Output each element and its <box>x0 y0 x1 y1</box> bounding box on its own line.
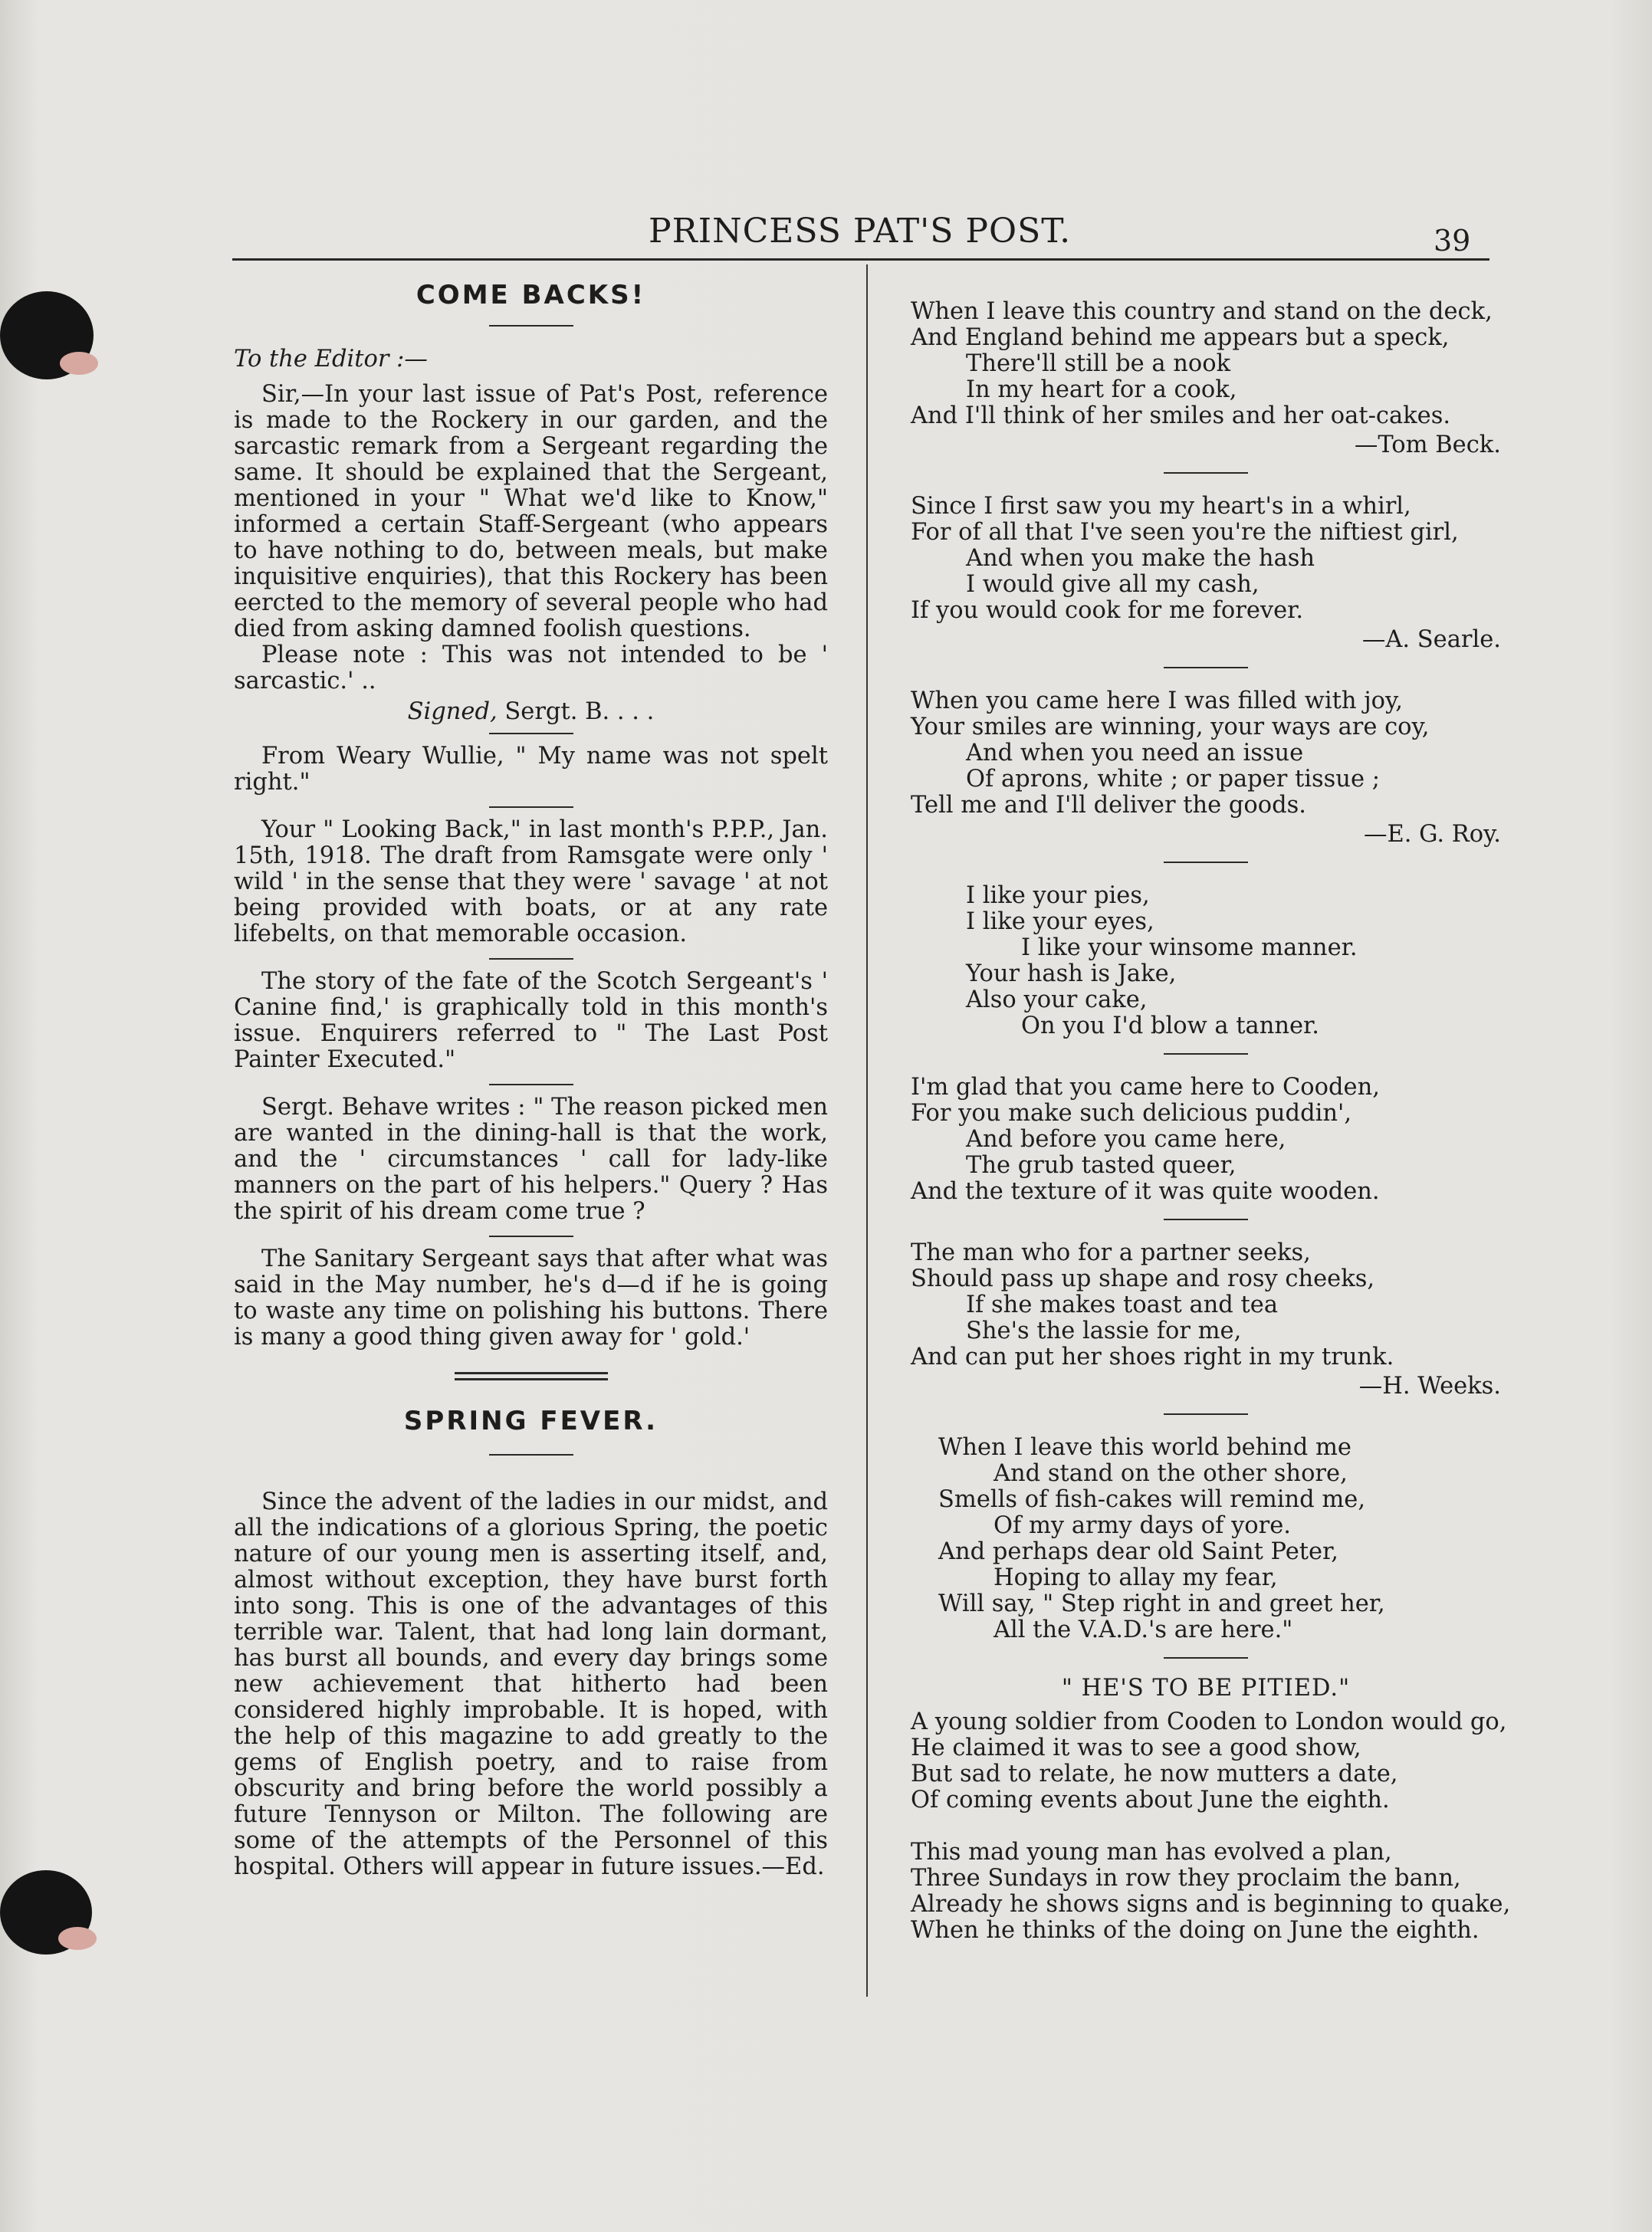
verse-line: Also your cake, <box>966 986 1148 1013</box>
page-number: 39 <box>1434 224 1471 258</box>
signed-label: Signed, <box>407 698 498 725</box>
come-backs-title: COME BACKS! <box>415 280 646 310</box>
verse-line: Should pass up shape and rosy cheeks, <box>911 1265 1375 1292</box>
letter-paragraph: Sir,—In your last issue of Pat's Post, reference is made to the Rockery in our garden, and the sarcastic remark from a Sergeant regarding the same. It should be explained that the Sergeant, mentioned in your " What we'd like to Know," informed a certain Staff-Sergeant (who appears to have nothing to do, between meals, but make inquisitive enquiries), that this Rockery has been eercted to the memory of several people who had died from asking damned foolish questions. <box>234 381 828 642</box>
poem-rule <box>1164 862 1248 863</box>
verse-line: I like your pies, <box>966 882 1150 909</box>
verse-line: Of my army days of yore. <box>993 1512 1291 1539</box>
verse-line: And England behind me appears but a speck, <box>911 324 1450 351</box>
verse-line: And the texture of it was quite wooden. <box>911 1178 1380 1205</box>
verse-line: Your hash is Jake, <box>966 960 1177 987</box>
verse-line: Three Sundays in row they proclaim the bann, <box>911 1865 1461 1892</box>
magazine-title: PRINCESS PAT'S POST. <box>649 212 1072 251</box>
poem <box>911 1435 1501 1643</box>
poem-author: —A. Searle. <box>1361 626 1501 653</box>
verse-line: I would give all my cash, <box>966 571 1260 598</box>
salutation: To the Editor :— <box>234 346 428 373</box>
verse-line: Already he shows signs and is beginning to quake, <box>911 1891 1511 1918</box>
verse-line: Hoping to allay my fear, <box>993 1564 1278 1591</box>
item-rule <box>489 806 573 808</box>
poem-author: —E. G. Roy. <box>1363 821 1501 848</box>
verse-line: If you would cook for me forever. <box>911 597 1304 624</box>
poem <box>911 883 1501 1039</box>
letter-note: Please note : This was not intended to be ' sarcastic.' .. <box>234 642 828 694</box>
title-rule <box>489 1454 573 1456</box>
verse-line: But sad to relate, he now mutters a date, <box>911 1761 1398 1787</box>
spring-fever-title: SPRING FEVER. <box>403 1406 659 1436</box>
title-rule <box>489 325 573 327</box>
verse-line: He claimed it was to see a good show, <box>911 1735 1361 1761</box>
verse-line: When I leave this country and stand on the deck, <box>911 298 1493 325</box>
poem-rule <box>1164 1053 1248 1055</box>
verse-line: And can put her shoes right in my trunk. <box>911 1344 1394 1370</box>
verse-line: For of all that I've seen you're the niftiest girl, <box>911 519 1459 546</box>
right-column <box>911 298 1511 1944</box>
verse-line: On you I'd blow a tanner. <box>1021 1013 1319 1039</box>
verse-line: Since I first saw you my heart's in a whirl, <box>911 493 1411 520</box>
verse-line: A young soldier from Cooden to London would go, <box>911 1708 1507 1735</box>
section-double-rule <box>455 1372 608 1380</box>
poem <box>911 299 1501 429</box>
verse-line: And when you make the hash <box>966 545 1315 572</box>
verse-line: If she makes toast and tea <box>966 1292 1278 1318</box>
item-rule <box>1164 1657 1248 1659</box>
poem <box>911 1075 1501 1205</box>
item-rule <box>489 958 573 960</box>
column-divider <box>866 264 868 1997</box>
looking-back-note: Your " Looking Back," in last month's P.P.P., Jan. 15th, 1918. The draft from Ramsgate were only ' wild ' in the sense that they were ' savage ' at not being provided with boats, or at any rate lifebelts, on that memorable occasion. <box>234 816 828 947</box>
verse-line: When you came here I was filled with joy, <box>911 688 1403 714</box>
poem <box>911 688 1501 819</box>
left-column <box>234 282 828 1880</box>
verse-line: The grub tasted queer, <box>966 1152 1237 1179</box>
poem-rule <box>1164 1219 1248 1220</box>
verse-line: This mad young man has evolved a plan, <box>911 1839 1392 1866</box>
verse-line: Smells of fish-cakes will remind me, <box>938 1486 1366 1513</box>
letter-signature <box>234 699 828 725</box>
item-rule <box>489 1236 573 1237</box>
poem-rule <box>1164 1413 1248 1415</box>
verse-line: In my heart for a cook, <box>966 376 1237 403</box>
scotch-sergeant-note: The story of the fate of the Scotch Sergeant's ' Canine find,' is graphically told in this month's issue. Enquirers referred to " The Last Post Painter Executed." <box>234 968 828 1073</box>
verse-line: Of coming events about June the eighth. <box>911 1787 1390 1814</box>
poems-list <box>911 299 1501 1643</box>
header-rule <box>232 258 1489 261</box>
poem-author: —H. Weeks. <box>1358 1373 1501 1400</box>
poem-rule <box>1164 472 1248 474</box>
poem <box>911 494 1501 624</box>
sanitary-note: The Sanitary Sergeant says that after what was said in the May number, he's d—d if he is going to waste any time on polishing his buttons. There is many a good thing given away for ' gold.' <box>234 1246 828 1351</box>
behave-note: Sergt. Behave writes : " The reason picked men are wanted in the dining-hall is that the work, and the ' circumstances ' call for lady-like manners on the part of his helpers." Query ? Has the spirit of his dream come true ? <box>234 1094 828 1225</box>
poem-rule <box>1164 667 1248 668</box>
verse-line: She's the lassie for me, <box>966 1318 1242 1344</box>
verse-line: The man who for a partner seeks, <box>911 1239 1311 1266</box>
signed-name: Sergt. B. . . . <box>504 698 655 725</box>
verse-line: And before you came here, <box>966 1126 1286 1153</box>
item-rule <box>489 733 573 734</box>
wullie-note: From Weary Wullie, " My name was not spelt right." <box>234 743 828 796</box>
verse-line: When I leave this world behind me <box>938 1434 1351 1461</box>
spring-fever-body: Since the advent of the ladies in our midst, and all the indications of a glorious Spring, the poetic nature of our young men is asserting itself, and, almost without exception, they have burst forth into song. This is one of the advantages of this terrible war. Talent, that had long lain dormant, has burst all bounds, and every day brings some new achievement that hitherto had been considered highly improbable. It is hoped, with the help of this magazine to add greatly to the gems of English poetry, and to raise from obscurity and bring before the world possibly a future Tennyson or Milton. The following are some of the attempts of the Personnel of this hospital. Others will appear in future issues.—Ed. <box>234 1489 828 1880</box>
verse-line: Your smiles are winning, your ways are coy, <box>911 714 1430 740</box>
verse-line: I like your winsome manner. <box>1021 934 1358 961</box>
verse-line: For you make such delicious puddin', <box>911 1100 1352 1127</box>
verse-line: All the V.A.D.'s are here." <box>993 1617 1293 1643</box>
verse-line: I'm glad that you came here to Cooden, <box>911 1074 1380 1101</box>
pitied-title: " HE'S TO BE PITIED." <box>1061 1675 1351 1702</box>
verse-line: And I'll think of her smiles and her oat-cakes. <box>911 402 1451 429</box>
verse-line: And stand on the other shore, <box>993 1460 1348 1487</box>
binding-hole-bottom <box>0 1870 92 1955</box>
verse-line: Will say, " Step right in and greet her, <box>938 1590 1385 1617</box>
pitied-stanza-2 <box>911 1839 1511 1944</box>
verse-line: When he thinks of the doing on June the eighth. <box>911 1917 1480 1944</box>
poem <box>911 1240 1501 1370</box>
pitied-stanza-1 <box>911 1708 1507 1814</box>
verse-line: Tell me and I'll deliver the goods. <box>911 792 1306 819</box>
verse-line: And when you need an issue <box>966 740 1304 766</box>
poem-author: —Tom Beck. <box>1354 432 1501 458</box>
verse-line: There'll still be a nook <box>966 350 1231 377</box>
verse-line: Of aprons, white ; or paper tissue ; <box>966 766 1380 793</box>
binding-hole-top <box>0 291 94 379</box>
item-rule <box>489 1084 573 1085</box>
verse-line: I like your eyes, <box>966 908 1154 935</box>
verse-line: And perhaps dear old Saint Peter, <box>938 1538 1338 1565</box>
